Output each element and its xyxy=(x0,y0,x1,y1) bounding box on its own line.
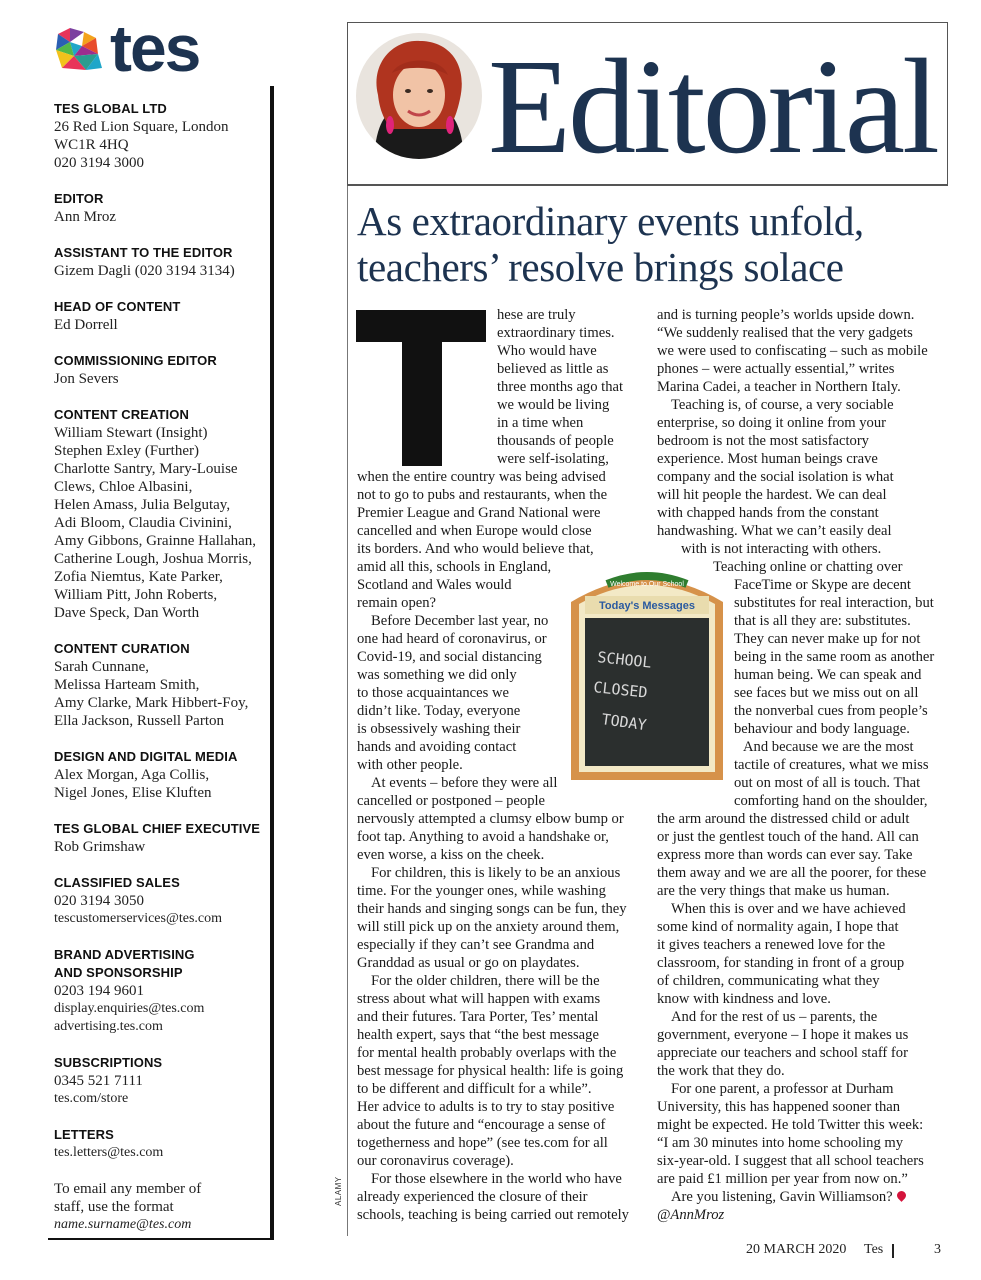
staff-line: Melissa Harteam Smith, xyxy=(54,677,200,693)
article-line-text: know with kindness and love. xyxy=(657,991,831,1007)
article-line xyxy=(657,1098,943,1116)
article-line xyxy=(657,1188,943,1206)
article-line-text: are paid £1 million per year from now on.” xyxy=(657,1171,908,1187)
article-line-text: will hit people the hardest. We can deal xyxy=(657,487,887,503)
staff-email-note xyxy=(54,1180,276,1234)
staff-heading: DESIGN AND DIGITAL MEDIA xyxy=(54,749,238,764)
article-line-text: classroom, for standing in front of a group xyxy=(657,955,905,971)
article-line: not to go to pubs and restaurants, when the xyxy=(357,487,608,503)
article-line-text: that is all they are: substitutes. xyxy=(734,613,911,629)
article-line: in a time when xyxy=(497,415,584,431)
article-line-text: with is not interacting with others. xyxy=(681,541,882,557)
article-line xyxy=(657,882,943,900)
article-line: when the entire country was being advised xyxy=(357,469,606,485)
article-line-text: FaceTime or Skype are decent xyxy=(734,577,911,593)
article-line: togetherness and hope” (see tes.com for all xyxy=(357,1135,608,1151)
article-line-text: see faces but we miss out on all xyxy=(734,685,919,701)
section-title: Editorial xyxy=(488,32,937,182)
article-line-text: are the very things that make us human. xyxy=(657,883,890,899)
staff-line: display.enquiries@tes.com xyxy=(54,1001,205,1016)
staff-heading: CONTENT CURATION xyxy=(54,641,190,656)
staff-line: Sarah Cunnane, xyxy=(54,659,149,675)
staff-section xyxy=(54,352,276,388)
staff-line: Ella Jackson, Russell Parton xyxy=(54,713,224,729)
article-line: especially if they can’t see Grandma and xyxy=(357,937,595,953)
article-line xyxy=(657,810,943,828)
article-line-text: and is turning people’s worlds upside down. xyxy=(657,307,915,323)
footer-divider xyxy=(892,1244,894,1258)
article-line-text: them away and we are all the poorer, for these xyxy=(657,865,927,881)
staff-line: tes.letters@tes.com xyxy=(54,1145,164,1160)
article-line xyxy=(657,1026,943,1044)
article-line-text: human being. We can speak and xyxy=(734,667,922,683)
tes-logo-wordmark: tes xyxy=(110,11,200,85)
article-line xyxy=(657,972,943,990)
article-line-text: might be expected. He told Twitter this week: xyxy=(657,1117,924,1133)
article-line: nervously attempted a clumsy elbow bump or xyxy=(357,811,624,827)
staff-heading: HEAD OF CONTENT xyxy=(54,299,181,314)
article-line: believed as little as xyxy=(497,361,609,377)
article-line-text: the work that they do. xyxy=(657,1063,785,1079)
staff-line: Clews, Chloe Albasini, xyxy=(54,479,193,495)
staff-column-rule xyxy=(270,86,274,1240)
article-line xyxy=(657,504,943,522)
staff-section xyxy=(54,190,276,226)
article-line xyxy=(657,954,943,972)
article-line xyxy=(657,360,943,378)
article-line-text: the nonverbal cues from people’s xyxy=(734,703,928,719)
article-line: for mental health probably overlaps with the xyxy=(357,1045,617,1061)
article-line xyxy=(657,396,943,414)
staff-list xyxy=(54,100,276,1252)
headline-line: As extraordinary events unfold, xyxy=(357,198,864,244)
article-line xyxy=(657,1116,943,1134)
article-line xyxy=(657,414,943,432)
article-line xyxy=(657,900,943,918)
staff-line: Alex Morgan, Aga Collis, xyxy=(54,767,210,783)
staff-line: William Stewart (Insight) xyxy=(54,425,208,441)
article-line-text: They can never make up for not xyxy=(734,631,921,647)
article-line xyxy=(657,1080,943,1098)
staff-heading: CONTENT CREATION xyxy=(54,407,189,422)
staff-section xyxy=(54,640,276,730)
tes-logo xyxy=(52,11,232,85)
staff-heading: COMMISSIONING EDITOR xyxy=(54,353,217,368)
staff-line: Jon Severs xyxy=(54,371,119,387)
staff-line: Stephen Exley (Further) xyxy=(54,443,199,459)
staff-line: 0345 521 7111 xyxy=(54,1073,143,1089)
article-line xyxy=(657,1062,943,1080)
article-line xyxy=(657,792,943,810)
staff-section xyxy=(54,1054,276,1108)
staff-line: Nigel Jones, Elise Kluften xyxy=(54,785,212,801)
article-line: Covid-19, and social distancing xyxy=(357,649,542,665)
school-closed-chalkboard-image xyxy=(567,562,727,780)
article-line-text: some kind of normality again, I hope that xyxy=(657,919,899,935)
article-line xyxy=(657,486,943,504)
article-line: remain open? xyxy=(357,595,437,611)
staff-heading: TES GLOBAL LTD xyxy=(54,101,167,116)
staff-section xyxy=(54,820,276,856)
article-line: hands and avoiding contact xyxy=(357,739,517,755)
staff-heading: EDITOR xyxy=(54,191,104,206)
article-line: to those acquaintances we xyxy=(357,685,509,701)
article-line-text: company and the social isolation is what xyxy=(657,469,894,485)
end-mark-icon xyxy=(895,1189,908,1202)
article-line: our coronavirus coverage). xyxy=(357,1153,514,1169)
staff-line: Adi Bloom, Claudia Civinini, xyxy=(54,515,232,531)
staff-section xyxy=(54,406,276,622)
article-line: foot tap. Anything to avoid a handshake or, xyxy=(357,829,609,845)
article-line-text: it gives teachers a renewed love for the xyxy=(657,937,886,953)
photo-credit: ALAMY xyxy=(334,1176,343,1206)
article-line: thousands of people xyxy=(497,433,614,449)
article-line: At events – before they were all xyxy=(371,775,558,791)
article-line: already experienced the closure of their xyxy=(357,1189,588,1205)
staff-line: Catherine Lough, Joshua Morris, xyxy=(54,551,252,567)
article-line xyxy=(657,324,943,342)
article-line: about the future and “encourage a sense of xyxy=(357,1117,606,1133)
article-line: Her advice to adults is to try to stay positive xyxy=(357,1099,615,1115)
article-line xyxy=(657,1170,943,1188)
article-line-text: express more than words can ever say. Take xyxy=(657,847,913,863)
staff-section xyxy=(54,100,276,172)
article-line: cancelled or postponed – people xyxy=(357,793,546,809)
article-line-text: we were used to confiscating – such as mobile xyxy=(657,343,928,359)
article-line-text: phones – were actually essential,” writes xyxy=(657,361,895,377)
article-line: hese are truly xyxy=(497,307,576,323)
article-line-text: or just the gentlest touch of the hand. All can xyxy=(657,829,919,845)
article-line xyxy=(657,864,943,882)
article-line xyxy=(657,378,943,396)
article-line: with other people. xyxy=(357,757,463,773)
article-line-text: out on most of all is touch. That xyxy=(734,775,921,791)
article-line-text: being in the same room as another xyxy=(734,649,935,665)
staff-note-line: staff, use the format xyxy=(54,1199,174,1215)
article-line-text: When this is over and we have achieved xyxy=(671,901,906,917)
article-line: Before December last year, no xyxy=(371,613,549,629)
chalk-line: SCHOOL xyxy=(596,648,653,672)
staff-heading: LETTERS xyxy=(54,1127,114,1142)
staff-section xyxy=(54,298,276,334)
article-line xyxy=(657,522,943,540)
article-line: didn’t like. Today, everyone xyxy=(357,703,521,719)
article-line: schools, teaching is being carried out remotely xyxy=(357,1207,629,1223)
page-number: 3 xyxy=(934,1242,941,1257)
article-line: For children, this is likely to be an anxious xyxy=(371,865,621,881)
staff-line: Ed Dorrell xyxy=(54,317,118,333)
staff-column-bottom-rule xyxy=(48,1238,274,1240)
article-line: time. For the younger ones, while washing xyxy=(357,883,606,899)
article-line xyxy=(657,918,943,936)
article-line: and their futures. Tara Porter, Tes’ mental xyxy=(357,1009,599,1025)
article-line-text: Marina Cadei, a teacher in Northern Italy. xyxy=(657,379,901,395)
staff-line: Dave Speck, Dan Worth xyxy=(54,605,200,621)
staff-heading: ASSISTANT TO THE EDITOR xyxy=(54,245,233,260)
headline-line: teachers’ resolve brings solace xyxy=(357,244,844,290)
staff-section xyxy=(54,748,276,802)
article-line-text: For one parent, a professor at Durham xyxy=(671,1081,894,1097)
article-line xyxy=(657,936,943,954)
article-line-text: tactile of creatures, what we miss xyxy=(734,757,929,773)
article-line: their hands and singing songs can be fun, they xyxy=(357,901,627,917)
article-line: is obsessively washing their xyxy=(357,721,521,737)
staff-line: Helen Amass, Julia Belgutay, xyxy=(54,497,231,513)
staff-line: 26 Red Lion Square, London xyxy=(54,119,229,135)
article-line-text: comforting hand on the shoulder, xyxy=(734,793,928,809)
article-line-text: bedroom is not the most satisfactory xyxy=(657,433,869,449)
article-line: Premier League and Grand National were xyxy=(357,505,601,521)
article-line xyxy=(657,342,943,360)
article-line-text: enterprise, so doing it online from your xyxy=(657,415,886,431)
article-line: stress about what will happen with exams xyxy=(357,991,601,1007)
chalk-line: CLOSED xyxy=(592,678,649,702)
article-line xyxy=(657,846,943,864)
staff-line: Gizem Dagli (020 3194 3134) xyxy=(54,263,235,279)
staff-line: 0203 194 9601 xyxy=(54,983,144,999)
article-line-text: handwashing. What we can’t easily deal xyxy=(657,523,892,539)
article-left-rule xyxy=(347,186,348,1236)
article-line xyxy=(657,1152,943,1170)
article-line: will still pick up on the anxiety around them, xyxy=(357,919,620,935)
article-line: best message for physical health: life is going xyxy=(357,1063,624,1079)
article-line-text: And because we are the most xyxy=(743,739,914,755)
article-line-text: substitutes for real interaction, but xyxy=(734,595,934,611)
author-handle: @AnnMroz xyxy=(657,1207,725,1223)
article-line-text: Are you listening, Gavin Williamson? xyxy=(671,1189,893,1205)
footer-brand: Tes xyxy=(864,1242,884,1257)
staff-line: Zofia Niemtus, Kate Parker, xyxy=(54,569,223,585)
staff-heading: SUBSCRIPTIONS xyxy=(54,1055,163,1070)
article-line xyxy=(657,990,943,1008)
article-line-text: University, this has happened sooner than xyxy=(657,1099,901,1115)
staff-section xyxy=(54,1126,276,1162)
staff-heading: BRAND ADVERTISING xyxy=(54,947,195,962)
article-line: cancelled and when Europe would close xyxy=(357,523,592,539)
article-line xyxy=(657,432,943,450)
article-line-text: appreciate our teachers and school staff for xyxy=(657,1045,908,1061)
chalk-line: TODAY xyxy=(600,710,648,735)
article-line: was something we did only xyxy=(357,667,517,683)
article-line-text: of children, communicating what they xyxy=(657,973,880,989)
board-header-text: Today's Messages xyxy=(599,600,695,612)
article-line: we would be living xyxy=(497,397,610,413)
staff-heading: CLASSIFIED SALES xyxy=(54,875,180,890)
article-line-text: “I am 30 minutes into home schooling my xyxy=(657,1135,904,1151)
staff-email-format: name.surname@tes.com xyxy=(54,1217,192,1232)
article-line: even worse, a kiss on the cheek. xyxy=(357,847,545,863)
article-line-text: “We suddenly realised that the very gadgets xyxy=(657,325,913,341)
staff-heading: AND SPONSORSHIP xyxy=(54,965,183,980)
staff-line: 020 3194 3050 xyxy=(54,893,144,909)
article-line: its borders. And who would believe that, xyxy=(357,541,594,557)
article-line xyxy=(657,1008,943,1026)
tes-logo-mosaic-icon xyxy=(52,24,106,78)
staff-line: Rob Grimshaw xyxy=(54,839,146,855)
article-line: were self-isolating, xyxy=(497,451,609,467)
staff-line: tes.com/store xyxy=(54,1091,129,1106)
staff-note-line: To email any member of xyxy=(54,1181,202,1197)
staff-line: Amy Gibbons, Grainne Hallahan, xyxy=(54,533,257,549)
staff-heading: TES GLOBAL CHIEF EXECUTIVE xyxy=(54,821,261,836)
staff-line: Charlotte Santry, Mary-Louise xyxy=(54,461,238,477)
article-line-text: experience. Most human beings crave xyxy=(657,451,878,467)
article-line: three months ago that xyxy=(497,379,624,395)
staff-line: William Pitt, John Roberts, xyxy=(54,587,218,603)
footer-date: 20 MARCH 2020 xyxy=(746,1242,847,1257)
editor-portrait xyxy=(356,33,482,159)
article-line: Scotland and Wales would xyxy=(357,577,512,593)
article-line xyxy=(657,1134,943,1152)
article-line-text: with chapped hands from the constant xyxy=(657,505,879,521)
article-line: one had heard of coronavirus, or xyxy=(357,631,547,647)
article-line-text: Teaching online or chatting over xyxy=(713,559,903,575)
article-line xyxy=(657,828,943,846)
staff-section xyxy=(54,946,276,1036)
article-line xyxy=(657,450,943,468)
article-line-text: government, everyone – I hope it makes us xyxy=(657,1027,909,1043)
article-line-text: Teaching is, of course, a very sociable xyxy=(671,397,894,413)
staff-line: WC1R 4HQ xyxy=(54,137,129,153)
article-line-text: And for the rest of us – parents, the xyxy=(671,1009,878,1025)
article-line: amid all this, schools in England, xyxy=(357,559,552,575)
staff-section xyxy=(54,874,276,928)
article-line: Who would have xyxy=(497,343,597,359)
article-line: extraordinary times. xyxy=(497,325,615,341)
article-line xyxy=(657,306,943,324)
article-line: For those elsewhere in the world who have xyxy=(371,1171,622,1187)
board-welcome-text: Welcome to Our School xyxy=(610,581,684,588)
article-line-text: six-year-old. I suggest that all school teachers xyxy=(657,1153,924,1169)
article-line: For the older children, there will be the xyxy=(371,973,600,989)
article-line-text: the arm around the distressed child or adult xyxy=(657,811,910,827)
article-line-text: behaviour and body language. xyxy=(734,721,910,737)
staff-line: 020 3194 3000 xyxy=(54,155,144,171)
staff-line: Ann Mroz xyxy=(54,209,117,225)
article-line xyxy=(657,468,943,486)
headline xyxy=(357,198,957,290)
article-line xyxy=(657,540,943,558)
staff-section xyxy=(54,244,276,280)
article-line xyxy=(657,1044,943,1062)
editorial-header-rule xyxy=(347,184,948,186)
staff-line: advertising.tes.com xyxy=(54,1019,163,1034)
article-line: to be different and difficult for a while”. xyxy=(357,1081,592,1097)
staff-line: tescustomerservices@tes.com xyxy=(54,911,223,926)
article-line: Granddad as usual or go on playdates. xyxy=(357,955,580,971)
staff-line: Amy Clarke, Mark Hibbert-Foy, xyxy=(54,695,249,711)
article-line: health expert, says that “the best message xyxy=(357,1027,599,1043)
